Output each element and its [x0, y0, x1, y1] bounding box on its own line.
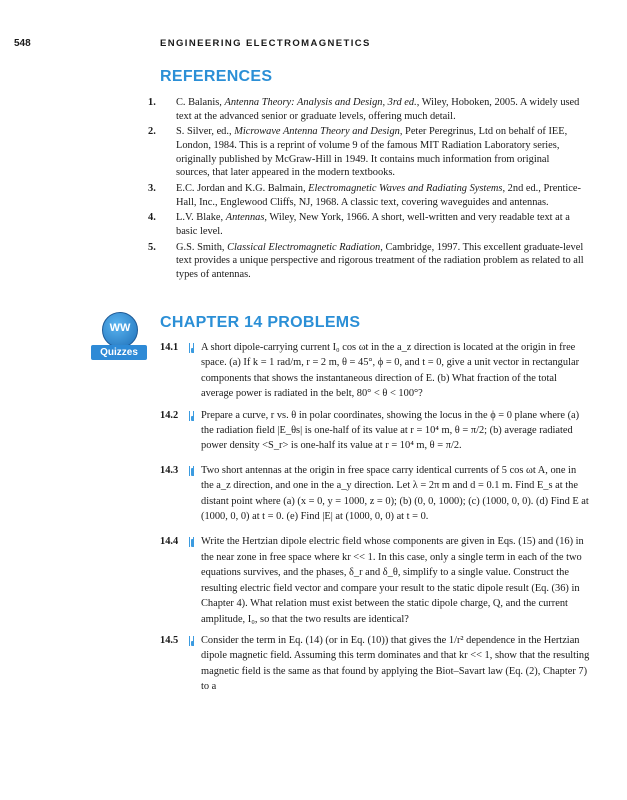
reference-description: , Wiley, New York, 1966. A short, well-written and very readable text at a basic level. [176, 212, 570, 237]
quizzes-badge[interactable]: Quizzes [91, 345, 147, 360]
reference-description: , Cambridge, 1997. This excellent graduate-level text provides a unique perspective and rigorous treatment of the radiation problem as related to all types of antennas. [176, 241, 584, 280]
problem-list [160, 340, 590, 695]
difficulty-level-icon [189, 411, 194, 421]
problem-number: 14.5 [160, 634, 179, 646]
problems-heading: CHAPTER 14 PROBLEMS [160, 314, 361, 331]
problem-text: Consider the term in Eq. (14) (or in Eq. (10)) that gives the 1/r² dependence in the Hertzian dipole magnetic field. Assuming this term dominates and that kr << 1, show that the resulting magnetic field is the same as that found by applying the Biot–Savart law (Eq. (2), Chapter 7) to a [201, 634, 590, 693]
reference-title: Antennas [225, 212, 265, 224]
reference-item [148, 241, 584, 282]
reference-author: G.S. Smith, [176, 241, 228, 253]
reference-item [148, 211, 584, 238]
difficulty-level-icon [189, 466, 194, 476]
problem-text: Two short antennas at the origin in free space carry identical currents of 5 cos ωt A, one in the a_z direction, and one in the a_y direction. Let λ = 2π m and d = 0.1 m. Find E_s at the distant point where (a) (x = 0, y = 1000, z = 0); (b) (0, 0, 1000); (c) (1000, 0, 0). (d) Find E at (1000, 0, 0) at t = 0. (e) Find |E| at (1000, 0, 0) at t = 0. [201, 464, 589, 523]
difficulty-level-icon [189, 537, 194, 547]
references-heading: REFERENCES [160, 68, 273, 85]
problem-number: 14.4 [160, 536, 179, 548]
reference-item [148, 125, 584, 179]
reference-title: Classical Electromagnetic Radiation [227, 241, 381, 253]
problem-item [160, 463, 590, 525]
web-quizzes-logo[interactable] [91, 312, 151, 370]
reference-author: C. Balanis, [176, 97, 225, 108]
reference-author: L.V. Blake, [176, 212, 226, 224]
difficulty-level-icon [189, 343, 194, 353]
problem-item [160, 408, 590, 454]
problem-text: A short dipole-carrying current I₀ cos ωt in the a_z direction is located at the origin in free space. (a) If k = 1 rad/m, r = 2 m, θ = 45°, ϕ = 0, and t = 0, give a unit vector in rectangular components that shows the instantaneous direction of E. (b) What fraction of the total average power is radiated in the belt, 80° < θ < 100°? [201, 342, 580, 400]
reference-number: 3. [148, 182, 156, 194]
reference-description: , 2nd ed., Prentice-Hall, Inc., Englewood Cliffs, NJ, 1968. A classic text, covering waveguides and antennas. [176, 182, 581, 208]
reference-list [148, 96, 584, 284]
problem-item [160, 534, 590, 626]
reference-description: , Wiley, Hoboken, 2005. A widely used text at the advanced senior or graduate levels, offering much detail. [176, 97, 580, 122]
reference-number: 4. [148, 212, 156, 224]
reference-item [148, 96, 584, 123]
problem-item [160, 633, 590, 695]
running-title: ENGINEERING ELECTROMAGNETICS [160, 38, 371, 49]
reference-author: S. Silver, ed., [176, 126, 235, 138]
reference-description: , Peter Peregrinus, Ltd on behalf of IEE, London, 1984. This is a reprint of volume 9 of the famous MIT Radiation Laboratory series, originally published by McGraw-Hill in 1949. It contains much information from original sources, that later appeared in the modern textbooks. [176, 126, 568, 179]
reference-item [148, 182, 584, 209]
problem-number: 14.3 [160, 464, 179, 476]
reference-number: 1. [148, 97, 156, 108]
reference-author: E.C. Jordan and K.G. Balmain, [176, 182, 309, 194]
reference-title: Electromagnetic Waves and Radiating Systems [308, 182, 503, 194]
problem-item [160, 340, 590, 402]
problem-text: Write the Hertzian dipole electric field whose components are given in Eqs. (15) and (16) in the near zone in free space where kr << 1. In this case, only a single term in each of the two equations survives, and the phases, δ_r and δ_θ, simplify to a single value. Construct the resulting electric field vector and compare your result to the static dipole result (Eq. (36) in Chapter 4). What relation must exist between the static dipole charge, Q, and the current amplitude, I₀, so that the two results are identical? [201, 536, 584, 625]
problem-number: 14.1 [160, 342, 179, 353]
problem-number: 14.2 [160, 409, 179, 421]
reference-number: 2. [148, 126, 156, 138]
page-number: 548 [14, 38, 31, 49]
difficulty-level-icon [189, 636, 194, 646]
logo-text: WW [109, 322, 131, 334]
reference-title: Microwave Antenna Theory and Design [234, 126, 400, 138]
reference-number: 5. [148, 241, 156, 253]
reference-title: Antenna Theory: Analysis and Design, 3rd ed. [224, 97, 417, 108]
problem-text: Prepare a curve, r vs. θ in polar coordinates, showing the locus in the ϕ = 0 plane where (a) the radiation field |E_θs| is one-half of its value at r = 10⁴ m, θ = π/2; (b) average radiated power density <S_r> is one-half its value at r = 10⁴ m, θ = π/2. [201, 409, 580, 452]
